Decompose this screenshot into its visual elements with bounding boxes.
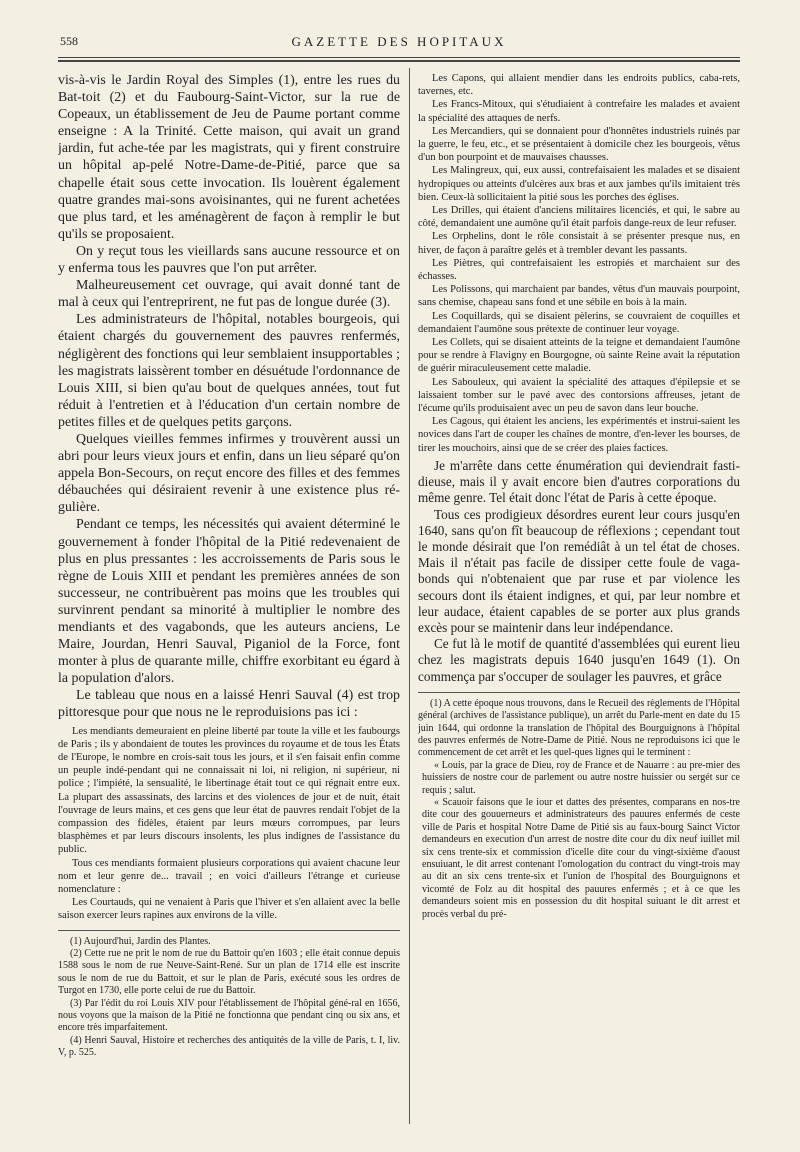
footnote: (3) Par l'édit du roi Louis XIV pour l'établissement de l'hôpital géné-ral en 1656, nous voyons que la maison de la Pitié ne fonctionna que pendant cinq ou six ans, et encore très imparfaitement. bbox=[58, 997, 400, 1034]
paragraph: Les administrateurs de l'hôpital, notables bourgeois, qui étaient chargés du gouvernement des pauvres renfermés, négligèrent des fonctions qui leur semblaient insupportables ; les magistrats laissèrent tomber en désuétude l'ordonnance de Louis XIII, si bien qu'au bout de quelques années, tout fut réduit à l'entretien et à l'éducation d'un certain nombre de petites filles et de quelques petits garçons. bbox=[58, 312, 400, 430]
quote-paragraph: Les Cagous, qui étaient les anciens, les expérimentés et instrui-saient les novices dans l'art de couper les chaînes de montre, d'en-lever les bourses, de tirer les mouchoirs, ainsi que de se créer des plaies factices. bbox=[418, 416, 740, 454]
column-divider bbox=[409, 68, 410, 1124]
right-column bbox=[418, 72, 740, 1132]
quote-paragraph: Tous ces mendiants formaient plusieurs corporations qui avaient chacune leur nom et leur genre de... travail ; en voici d'ailleurs l'étrange et curieuse nomenclature : bbox=[58, 857, 400, 895]
footnote-quote: « Louis, par la grace de Dieu, roy de France et de Nauarre : au pre-mier des huissiers de nostre cour de parlement ou autre nostre huissier ou sergét sur ce requis ; salut. bbox=[422, 759, 740, 796]
quote-paragraph: Les mendiants demeuraient en pleine liberté par toute la ville et les faubourgs de Paris ; ils y abondaient de toutes les provinces du royaume et de tous les États de l'Europe, le nombre en crois-sait tous les jours, et il s'en faisait enfin comme un peuple indé-pendant qui ne connaissait ni loi, ni religion, ni supérieur, ni police ; l'impiété, la sensualité, le libertinage était tout ce qui régnait entre eux. La plupart des assassinats, des larcins et des violences de jour et de nuit, était l'ouvrage de leurs mains, et ces gens que leur état de pauvres rendait l'objet de la compassion des fidèles, étaient par leurs mœurs corrompues, par leurs blasphèmes et par leurs discours insolents, les plus indignes de l'assistance du public. bbox=[58, 725, 400, 856]
header-rule-thick bbox=[58, 60, 740, 62]
quote-paragraph: Les Mercandiers, qui se donnaient pour d'honnêtes industriels ruinés par la guerre, le feu, etc., et se présentaient à domicile chez les bourgeois, vêtus d'un bon pourpoint et de mauvaises chausses. bbox=[418, 125, 740, 164]
quote-paragraph: Les Drilles, qui étaient d'anciens militaires licenciés, et qui, le sabre au côté, demandaient une aumône qu'il était parfois dange-reux de leur refuser. bbox=[418, 205, 740, 230]
paragraph: Pendant ce temps, les nécessités qui avaient déterminé le gouvernement à fonder l'hôpital de la Pitié redevenaient de plus en plus pressantes : les accroissements de Paris sous le règne de Louis XIII et pendant les premières années de son successeur, ne contribuèrent pas moins que les troubles qui survinrent pendant sa minorité à multiplier le nombre des mendiants et des vagabonds, que les auteurs anciens, Le Maire, Jourdan, Henri Sauval, Piganiol de la Force, font monter à plus de quarante mille, chiffre exorbitant eu égard à la population d'alors. bbox=[58, 517, 400, 687]
left-column bbox=[58, 72, 400, 1132]
header-rule bbox=[58, 57, 740, 58]
quote-paragraph: Les Courtauds, qui ne venaient à Paris que l'hiver et s'en allaient avec la belle saison exercer leurs rapines aux environs de la ville. bbox=[58, 897, 400, 922]
quote-paragraph: Les Sabouleux, qui avaient la spécialité des attaques d'épilepsie et se laissaient tomber sur le pavé avec des contorsions affreuses, jetant de l'écume qu'ils produisaient avec un peu de savon dans leur bouche. bbox=[418, 376, 740, 415]
quote-paragraph: Les Malingreux, qui, eux aussi, contrefaisaient les malades et se disaient hydropiques ou atteints d'ulcères aux bras et aux jambes qu'ils imitaient très bien. Ceux-là sollicitaient la pitié sous les porches des églises. bbox=[418, 165, 740, 203]
quote-paragraph: Les Collets, qui se disaient atteints de la teigne et demandaient l'aumône pour se rendre à Flavigny en Bourgogne, où sainte Reine avait la réputation de guérir miraculeusement cette maladie. bbox=[418, 337, 740, 375]
quote-paragraph: Les Orphelins, dont le rôle consistait à se présenter presque nus, en hiver, de façon à paraître gelés et à trembler devant les passants. bbox=[418, 231, 740, 256]
paragraph: On y reçut tous les vieillards sans aucune ressource et on y enferma tous les pauvres que l'on put arrêter. bbox=[58, 243, 400, 277]
footnote: (1) A cette époque nous trouvons, dans le Recueil des règlements de l'Hôpital général (archives de l'assistance publique), un arrêt du Parle-ment en date du 15 juin 1644, qui ordonne la translation de l'hôpital des Bourguignons à l'hôpital des pauvres enfermés de Notre-Dame de Pitié. Nous ne reproduisons ici que le commencement de cet arrêt et les quel-ques lignes qui le terminent : bbox=[418, 697, 740, 759]
paragraph: Quelques vieilles femmes infirmes y trouvèrent aussi un abri pour leurs vieux jours et enfin, dans un lieu séparé qu'on appela Bon-Secours, on reçut encore des filles et des femmes débauchées qui désiraient revenir à une existence plus ré-gulière. bbox=[58, 431, 400, 516]
page-number: 558 bbox=[60, 34, 78, 48]
footnote: (1) Aujourd'hui, Jardin des Plantes. bbox=[70, 935, 211, 947]
paragraph: Ce fut là le motif de quantité d'assemblées qui eurent lieu chez les magistrats depuis 1640 jusqu'en 1649 (1). On commença par s'occuper de soulager les pauvres, et grâce bbox=[418, 636, 740, 684]
paragraph: Malheureusement cet ouvrage, qui avait donné tant de mal à ceux qui l'entreprirent, ne fut pas de longue durée (3). bbox=[58, 278, 400, 311]
quote-paragraph: Les Francs-Mitoux, qui s'étudiaient à contrefaire les malades et avaient la spécialité des attaques de nerfs. bbox=[418, 99, 740, 124]
footnote: (4) Henri Sauval, Histoire et recherches des antiquités de la ville de Paris, t. I, liv. V, p. 525. bbox=[58, 1034, 400, 1059]
quote-paragraph: Les Polissons, qui marchaient par bandes, vêtus d'un mauvais pourpoint, sans chemise, chapeau sans fond et une sébile en bois à la main. bbox=[418, 284, 740, 309]
paragraph: Je m'arrête dans cette énumération qui deviendrait fasti-dieuse, mais il y avait encore bien d'autres corporations du même genre. Tel était donc l'état de Paris à cette époque. bbox=[418, 457, 740, 506]
quote-paragraph: Les Piètres, qui contrefaisaient les estropiés et marchaient sur des échasses. bbox=[418, 257, 740, 283]
footnote-rule bbox=[418, 692, 740, 693]
paragraph: Tous ces prodigieux désordres eurent leur cours jusqu'en 1640, sans qu'on fît beaucoup de réflexions ; cependant tout le monde désirait que l'on remédiât à un tel état de choses. Mais il n'était pas facile de dissiper cette foule de vaga-bonds qui n'obtenaient que par ruse et par violence les secours dont ils étaient indignes, et qui, par leur nombre et leur audace, étaient capables de se porter aux plus grands excès pour se maintenir dans leur indépendance. bbox=[418, 506, 740, 635]
footnote: (2) Cette rue ne prit le nom de rue du Battoir qu'en 1603 ; elle était connue depuis 1588 sous le nom de rue Neuve-Saint-René. Sur un plan de 1714 elle est inscrite sous le nom de rue du Battoit, et sur le plan de Paris, exécuté sous les ordres de Turgot en 1730, elle porte celui de rue du Battoir. bbox=[58, 948, 400, 997]
footnote-rule bbox=[58, 930, 400, 931]
quote-paragraph: Les Capons, qui allaient mendier dans les endroits publics, caba-rets, tavernes, etc. bbox=[418, 73, 740, 98]
paragraph: vis-à-vis le Jardin Royal des Simples (1), entre les rues du Bat-toit (2) et du Faubourg-Saint-Victor, sur la rue de Copeaux, un établissement de Jeu de Paume portant comme enseigne : A la Trinité. Cette maison, qui avait un grand jardin, fut ache-tée par les magistrats, qui y firent construire un hôpital ap-pelé Notre-Dame-de-Pitié, parce que sa chapelle était sous cette invocation. Ils louèrent également quatre grandes mai-sons avoisinantes, qui ne furent achetées que plus tard, et les aménagèrent de façon à remplir le but qu'ils se proposaient. bbox=[58, 73, 400, 242]
running-title: GAZETTE DES HOPITAUX bbox=[291, 34, 507, 49]
page-header bbox=[58, 28, 740, 66]
footnote-quote: « Scauoir faisons que le iour et dattes des présentes, comparans en nos-tre dite cour des gouuerneurs et administrateurs des pauures enfermés de ceste ville de Paris et hospital Notre Dame de Pitié sis au faux-bourg Sainct Victor demandeurs en execution d'un arrest de nostre dite cour du dix neuf iuillet mil six cens trente-six et commission d'icelle dite cour du vingt-sixième d'aoust ensuiuant, le dit arrest contenant l'omologation du contract du vingt-trois may au dit an six cens trente-six et l'union de l'hospital des Bourguignons et vicomté de Folz au dit hospital des pauures enfermés ; et à ce que les demandeurs soient mis en possession du dit hospital suiuant le dit arrest et procès verbal du pré- bbox=[422, 796, 740, 920]
paragraph: Le tableau que nous en a laissé Henri Sauval (4) est trop pittoresque pour que nous ne le reproduisions pas ici : bbox=[58, 688, 400, 721]
quote-paragraph: Les Coquillards, qui se disaient pèlerins, se couvraient de coquilles et demandaient l'aumône sous prétexte de continuer leur voyage. bbox=[418, 310, 740, 335]
